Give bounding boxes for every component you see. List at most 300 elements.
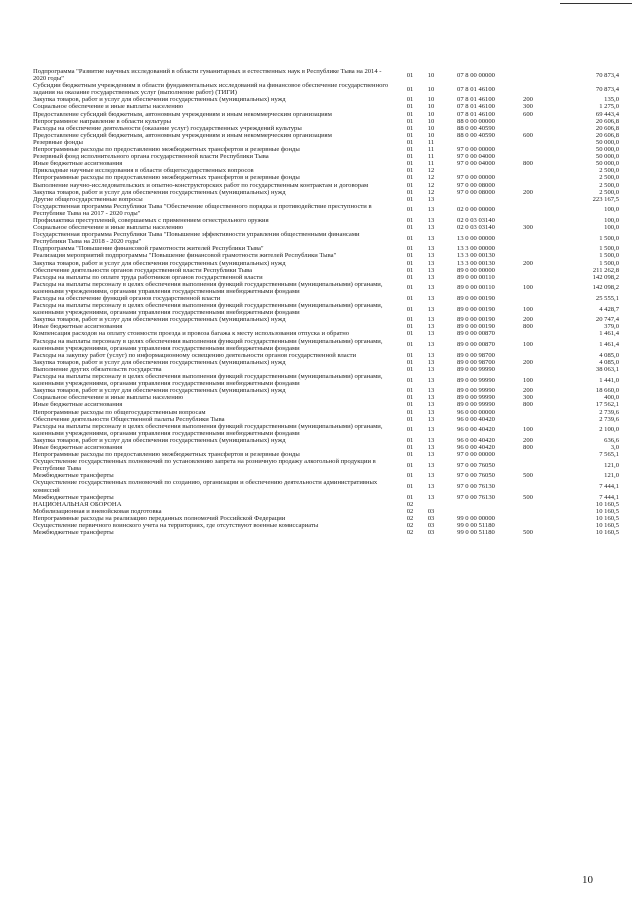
row-target-code: 89 0 00 98700 (457, 358, 495, 366)
row-expense-type (511, 515, 545, 522)
row-subsection-code: 10 (427, 96, 435, 104)
row-subsection-code: 12 (427, 174, 435, 182)
row-amount: 7 444,1 (599, 493, 619, 501)
row-name: Расходы на выплаты персоналу в целях обеспечения выполнения функций государственными (муниципальными) органами, казенными учреждениями, органами управления государственными внебюджетными фондами (33, 373, 383, 388)
row-amount: 17 562,1 (595, 401, 619, 409)
row-name: Межбюджетные трансферты (33, 493, 114, 501)
row-amount: 50 000,0 (595, 160, 619, 168)
table-row (33, 529, 621, 536)
row-target-code: 89 0 00 99990 (457, 387, 495, 395)
row-expense-type (511, 352, 545, 359)
table-row (33, 153, 621, 160)
row-target-code: 02 0 03 03140 (457, 224, 495, 232)
row-target-code: 88 0 00 40590 (457, 131, 495, 139)
row-target-code: 89 0 00 00870 (457, 330, 495, 338)
table-row (33, 139, 621, 146)
row-target-code: 97 0 00 76050 (457, 461, 495, 469)
row-name: Непрограммные расходы по предоставлению межбюджетных трансфертов и резервные фонды (33, 451, 300, 459)
row-expense-type (511, 451, 545, 458)
row-name: Осуществление государственных полномочий по установлению запрета на розничную продажу алкогольной продукции в Республике Тыва (33, 458, 376, 473)
row-name: Расходы на выплаты персоналу в целях обеспечения выполнения функций государственными (муниципальными) органами, казенными учреждениями, органами управления государственными внебюджетными фондами (33, 337, 383, 352)
row-subsection-code: 11 (427, 138, 435, 146)
row-section-code: 01 (406, 305, 414, 313)
row-amount: 142 098,2 (592, 273, 619, 281)
table-row (33, 401, 621, 408)
row-expense-type (511, 231, 545, 245)
row-name: Иные бюджетные ассигнования (33, 160, 123, 168)
row-expense-type (511, 252, 545, 259)
row-expense-type (511, 366, 545, 373)
row-section-code: 01 (406, 206, 414, 214)
row-name: Субсидии бюджетным учреждениям в области фундаментальных исследований на финансовое обеспечение государственного задания на оказание государственных услуг (выполнение работ) (ТИГИ) (33, 82, 389, 97)
row-subsection-code: 10 (427, 85, 435, 93)
row-target-code: 13 3 00 00000 (457, 245, 495, 253)
table-row (33, 224, 621, 231)
table-row (33, 472, 621, 479)
row-amount: 20 606,8 (595, 131, 619, 139)
table-row (33, 174, 621, 181)
table-row (33, 295, 621, 302)
table-row (33, 196, 621, 203)
row-expense-type: 500 (523, 472, 533, 480)
row-target-code: 89 0 00 99990 (457, 376, 495, 384)
row-amount: 10 160,5 (595, 522, 619, 529)
row-amount: 3,0 (610, 443, 619, 451)
table-row (33, 359, 621, 366)
row-amount: 121,0 (604, 461, 619, 469)
row-section-code: 01 (406, 85, 414, 93)
row-section-code: 01 (406, 153, 414, 161)
row-expense-type (511, 409, 545, 416)
row-subsection-code: 13 (427, 259, 435, 267)
table-row (33, 231, 621, 245)
row-name: Межбюджетные трансферты (33, 529, 114, 537)
row-target-code: 13 3 00 00130 (457, 259, 495, 267)
row-subsection-code: 12 (427, 188, 435, 196)
row-name: Социальное обеспечение и иные выплаты населению (33, 224, 184, 232)
row-name: Государственная программа Республики Тыва "Обеспечение общественного порядка и противодействие преступности в Республике Тыва на 2017 - 2020 годы" (33, 202, 372, 217)
row-section-code: 01 (406, 131, 414, 139)
row-section-code: 02 (406, 514, 414, 522)
row-expense-type: 500 (523, 493, 533, 501)
row-target-code: 07 8 01 46100 (457, 85, 495, 93)
row-expense-type (511, 330, 545, 337)
row-target-code: 97 0 00 00000 (457, 146, 495, 154)
row-name: Компенсация расходов на оплату стоимости проезда и провоза багажа к месту использования отпуска и обратно (33, 330, 350, 338)
row-amount: 25 555,1 (595, 295, 619, 302)
table-row (33, 96, 621, 103)
row-amount: 2 500,0 (599, 174, 619, 182)
row-target-code: 88 0 00 40590 (457, 124, 495, 132)
row-subsection-code: 13 (427, 387, 435, 395)
row-section-code: 01 (406, 146, 414, 154)
row-target-code: 07 8 01 46100 (457, 96, 495, 104)
row-section-code: 01 (406, 138, 414, 146)
row-subsection-code (421, 501, 441, 508)
row-expense-type (511, 167, 545, 174)
row-expense-type: 800 (523, 443, 533, 451)
table-row (33, 82, 621, 96)
row-name: Осуществление государственных полномочий по созданию, организации и обеспечению деятельности административных комиссий (33, 479, 378, 494)
row-subsection-code: 13 (427, 330, 435, 338)
row-section-code: 01 (406, 117, 414, 125)
row-expense-type: 100 (523, 284, 533, 292)
row-section-code: 01 (406, 266, 414, 274)
table-row (33, 118, 621, 125)
row-amount: 2 500,0 (599, 167, 619, 175)
table-row (33, 267, 621, 274)
row-target-code: 97 0 00 00000 (457, 451, 495, 459)
row-name: Подпрограмма "Развитие научных исследований в области гуманитарных и естественных наук в Республике Тыва на 2014 - 2020 годы" (33, 68, 382, 83)
row-target-code: 89 0 00 00110 (457, 284, 495, 292)
row-section-code: 01 (406, 436, 414, 444)
row-subsection-code: 13 (427, 252, 435, 260)
row-subsection-code: 13 (427, 266, 435, 274)
row-target-code (441, 501, 511, 508)
row-section-code: 01 (406, 330, 414, 338)
row-section-code: 01 (406, 387, 414, 395)
row-amount: 38 063,1 (595, 365, 619, 373)
row-expense-type: 200 (523, 436, 533, 444)
row-amount: 70 873,4 (595, 85, 619, 93)
budget-table (33, 68, 621, 536)
row-target-code: 89 0 00 99990 (457, 401, 495, 409)
row-expense-type (511, 245, 545, 252)
table-row (33, 501, 621, 508)
row-subsection-code: 13 (427, 426, 435, 434)
row-name: Государственная программа Республики Тыва "Повышение эффективности управления общественными финансами Республики Тыва на 2018 - 2020 годы" (33, 231, 360, 246)
row-name: Расходы на выплаты персоналу в целях обеспечения выполнения функций государственными (муниципальными) органами, казенными учреждениями, органами управления государственными внебюджетными фондами (33, 422, 383, 437)
row-section-code: 01 (406, 365, 414, 373)
table-row (33, 423, 621, 437)
row-target-code: 02 0 00 00000 (457, 206, 495, 214)
row-name: Закупка товаров, работ и услуг для обеспечения государственных (муниципальных) нужд (33, 188, 286, 196)
row-amount: 2 739,6 (599, 408, 619, 416)
row-expense-type (511, 274, 545, 281)
row-subsection-code: 10 (427, 117, 435, 125)
row-target-code: 96 0 00 00000 (457, 408, 495, 416)
row-section-code: 01 (406, 110, 414, 118)
row-section-code: 01 (406, 103, 414, 111)
row-amount: 50 000,0 (595, 138, 619, 146)
row-expense-type: 100 (523, 426, 533, 434)
scan-edge-line (560, 3, 632, 4)
row-amount: 50 000,0 (595, 146, 619, 154)
row-expense-type (511, 153, 545, 160)
table-row (33, 387, 621, 394)
row-target-code: 96 0 00 40420 (457, 415, 495, 423)
row-amount: 10 160,5 (595, 507, 619, 515)
row-section-code: 01 (406, 224, 414, 232)
row-subsection-code: 13 (427, 341, 435, 349)
row-target-code (441, 196, 511, 203)
page-number: 10 (582, 874, 593, 886)
row-amount: 2 739,6 (599, 415, 619, 423)
row-subsection-code: 13 (427, 216, 435, 224)
table-row (33, 132, 621, 139)
row-subsection-code: 13 (427, 408, 435, 416)
row-subsection-code: 13 (427, 284, 435, 292)
row-target-code: 89 0 00 00000 (457, 266, 495, 274)
table-row (33, 160, 621, 167)
row-target-code: 13 0 00 00000 (457, 234, 495, 242)
row-section-code: 01 (406, 124, 414, 132)
row-name: Социальное обеспечение и иные выплаты населению (33, 103, 184, 111)
table-row (33, 281, 621, 295)
row-section-code: 01 (406, 316, 414, 324)
table-row (33, 451, 621, 458)
row-target-code: 89 0 00 99990 (457, 365, 495, 373)
row-subsection-code: 13 (427, 451, 435, 459)
row-expense-type: 800 (523, 323, 533, 331)
row-section-code: 01 (406, 472, 414, 480)
row-expense-type (511, 139, 545, 146)
row-amount: 100,0 (604, 206, 619, 214)
table-row (33, 260, 621, 267)
row-expense-type: 200 (523, 387, 533, 395)
row-amount: 7 444,1 (599, 482, 619, 490)
row-section-code: 01 (406, 245, 414, 253)
row-name: Мобилизационная и вневойсковая подготовка (33, 507, 162, 515)
row-section-code: 01 (406, 426, 414, 434)
row-section-code: 01 (406, 451, 414, 459)
row-expense-type: 800 (523, 401, 533, 409)
table-row (33, 316, 621, 323)
row-subsection-code: 13 (427, 305, 435, 313)
row-target-code: 89 0 00 00190 (457, 323, 495, 331)
row-amount: 18 660,0 (595, 387, 619, 395)
row-target-code: 97 0 00 08000 (457, 188, 495, 196)
row-section-code: 01 (406, 482, 414, 490)
row-section-code: 01 (406, 234, 414, 242)
row-subsection-code: 03 (427, 522, 435, 529)
row-section-code: 01 (406, 174, 414, 182)
row-subsection-code: 03 (427, 507, 435, 515)
row-name: Другие общегосударственные вопросы (33, 195, 143, 203)
row-section-code: 01 (406, 284, 414, 292)
row-name: Резервные фонды (33, 138, 83, 146)
row-name: Резервный фонд исполнительного органа государственной власти Республики Тыва (33, 153, 269, 161)
row-subsection-code: 03 (427, 514, 435, 522)
row-amount: 50 000,0 (595, 153, 619, 161)
row-amount: 135,0 (604, 96, 619, 104)
row-subsection-code: 13 (427, 323, 435, 331)
row-amount: 2 500,0 (599, 188, 619, 196)
row-target-code (441, 167, 511, 174)
row-target-code: 99 0 00 00000 (457, 514, 495, 522)
row-expense-type: 100 (523, 305, 533, 313)
row-name: Расходы на выплаты персоналу в целях обеспечения выполнения функций государственными (муниципальными) органами, казенными учреждениями, органами управления государственными внебюджетными фондами (33, 302, 383, 317)
row-expense-type: 300 (523, 224, 533, 232)
row-subsection-code: 13 (427, 436, 435, 444)
row-amount: 10 160,5 (595, 514, 619, 522)
table-row (33, 458, 621, 472)
row-target-code: 97 0 00 08000 (457, 181, 495, 189)
row-amount: 7 565,1 (599, 451, 619, 459)
row-subsection-code: 10 (427, 131, 435, 139)
table-row (33, 302, 621, 316)
row-amount: 1 461,4 (599, 330, 619, 338)
row-expense-type: 200 (523, 259, 533, 267)
row-amount: 379,0 (604, 323, 619, 331)
row-target-code: 89 0 00 00110 (457, 273, 495, 281)
row-section-code: 01 (406, 195, 414, 203)
row-subsection-code: 11 (427, 153, 435, 161)
row-expense-type (511, 267, 545, 274)
row-subsection-code: 12 (427, 181, 435, 189)
table-row (33, 409, 621, 416)
row-expense-type (511, 146, 545, 153)
row-amount: 20 606,8 (595, 124, 619, 132)
row-section-code: 01 (406, 259, 414, 267)
table-row (33, 103, 621, 110)
row-expense-type: 100 (523, 341, 533, 349)
row-section-code: 02 (406, 529, 414, 537)
row-target-code: 97 0 00 00000 (457, 174, 495, 182)
table-row (33, 323, 621, 330)
table-row (33, 444, 621, 451)
row-name: Реализация мероприятий подпрограммы "Повышение финансовой грамотности жителей Республики Тыва" (33, 252, 337, 260)
row-subsection-code: 13 (427, 482, 435, 490)
row-section-code: 01 (406, 273, 414, 281)
row-name: Иные бюджетные ассигнования (33, 401, 123, 409)
row-target-code: 96 0 00 40420 (457, 426, 495, 434)
row-expense-type: 200 (523, 358, 533, 366)
row-section-code: 01 (406, 394, 414, 402)
row-expense-type (511, 118, 545, 125)
row-amount: 2 500,0 (599, 181, 619, 189)
row-amount: 1 500,0 (599, 234, 619, 242)
table-row (33, 437, 621, 444)
table-row (33, 125, 621, 132)
row-subsection-code: 03 (427, 529, 435, 537)
row-target-code: 89 0 00 00870 (457, 341, 495, 349)
row-subsection-code: 13 (427, 394, 435, 402)
row-target-code: 97 0 00 04000 (457, 160, 495, 168)
row-section-code: 02 (406, 500, 414, 508)
row-subsection-code: 13 (427, 401, 435, 409)
row-target-code (441, 508, 511, 515)
row-subsection-code: 13 (427, 472, 435, 480)
row-section-code: 01 (406, 401, 414, 409)
row-subsection-code: 13 (427, 365, 435, 373)
table-row (33, 252, 621, 259)
row-section-code: 01 (406, 443, 414, 451)
table-row (33, 522, 621, 529)
row-target-code: 96 0 00 40420 (457, 443, 495, 451)
table-row (33, 373, 621, 387)
row-expense-type (511, 182, 545, 189)
row-target-code: 89 0 00 00190 (457, 305, 495, 313)
table-row (33, 182, 621, 189)
row-section-code: 01 (406, 181, 414, 189)
row-name: Закупка товаров, работ и услуг для обеспечения государственных (муниципальных) нужд (33, 387, 286, 395)
row-subsection-code: 10 (427, 71, 435, 79)
row-subsection-code: 13 (427, 415, 435, 423)
row-expense-type (511, 295, 545, 302)
row-subsection-code: 13 (427, 295, 435, 302)
row-name: Расходы на выплаты персоналу в целях обеспечения выполнения функций государственными (муниципальными) органами, казенными учреждениями, органами управления государственными внебюджетными фондами (33, 280, 383, 295)
row-section-code: 01 (406, 216, 414, 224)
row-subsection-code: 13 (427, 376, 435, 384)
table-row (33, 352, 621, 359)
row-subsection-code: 13 (427, 358, 435, 366)
row-subsection-code: 13 (427, 351, 435, 359)
row-subsection-code: 13 (427, 461, 435, 469)
row-name: Социальное обеспечение и иные выплаты населению (33, 394, 184, 402)
row-expense-type (511, 479, 545, 493)
table-row (33, 203, 621, 217)
row-target-code: 99 0 00 51180 (457, 522, 495, 529)
row-expense-type: 300 (523, 394, 533, 402)
row-name: Закупка товаров, работ и услуг для обеспечения государственных (муниципальных) нужд (33, 358, 286, 366)
table-row (33, 146, 621, 153)
row-expense-type: 600 (523, 110, 533, 118)
row-subsection-code: 11 (427, 160, 435, 168)
row-target-code: 89 0 00 99990 (457, 394, 495, 402)
row-section-code: 01 (406, 96, 414, 104)
row-amount: 1 275,0 (599, 103, 619, 111)
row-name: Непрограммные расходы по общегосударственным вопросам (33, 408, 206, 416)
row-target-code: 07 8 00 00000 (457, 71, 495, 79)
row-name: Закупка товаров, работ и услуг для обеспечения государственных (муниципальных) нужд (33, 316, 286, 324)
row-section-code: 01 (406, 351, 414, 359)
row-amount: 211 262,8 (592, 266, 619, 274)
row-name: Выполнение научно-исследовательских и опытно-конструкторских работ по государственным контрактам и договорам (33, 181, 369, 189)
row-section-code: 01 (406, 415, 414, 423)
row-target-code: 96 0 00 40420 (457, 436, 495, 444)
row-subsection-code: 10 (427, 110, 435, 118)
row-name: Непрограммные расходы по предоставлению межбюджетных трансфертов и резервные фонды (33, 146, 300, 154)
row-expense-type (511, 203, 545, 217)
row-subsection-code: 13 (427, 195, 435, 203)
row-name: Закупка товаров, работ и услуг для обеспечения государственных (муниципальных) нужд (33, 96, 286, 104)
row-subsection-code: 13 (427, 316, 435, 324)
row-name: Прикладные научные исследования в области общегосударственных вопросов (33, 167, 254, 175)
row-section-code: 01 (406, 461, 414, 469)
row-name: Межбюджетные трансферты (33, 472, 114, 480)
row-expense-type (511, 68, 545, 82)
row-amount: 20 606,8 (595, 117, 619, 125)
row-section-code: 01 (406, 376, 414, 384)
row-target-code: 97 0 00 04000 (457, 153, 495, 161)
row-name: НАЦИОНАЛЬНАЯ ОБОРОНА (33, 500, 122, 508)
row-name: Непрограммное направление в области культуры (33, 117, 171, 125)
row-section-code: 01 (406, 167, 414, 175)
row-expense-type (511, 458, 545, 472)
row-amount: 2 100,0 (599, 426, 619, 434)
row-section-code: 01 (406, 71, 414, 79)
row-target-code: 97 0 00 76130 (457, 493, 495, 501)
table-row (33, 167, 621, 174)
row-expense-type (511, 174, 545, 181)
row-expense-type (511, 125, 545, 132)
row-amount: 1 500,0 (599, 252, 619, 260)
row-name: Обеспечение деятельности органов государственной власти Республики Тыва (33, 266, 253, 274)
table-row (33, 416, 621, 423)
row-target-code: 97 0 00 76130 (457, 482, 495, 490)
row-expense-type (511, 508, 545, 515)
row-expense-type: 200 (523, 96, 533, 104)
row-subsection-code: 10 (427, 124, 435, 132)
row-amount: 69 443,4 (595, 110, 619, 118)
row-section-code: 02 (406, 507, 414, 515)
row-name: Расходы на закупку работ (услуг) по информационному освещению деятельности органов государственной власти (33, 351, 357, 359)
table-row (33, 338, 621, 352)
row-amount: 142 098,2 (592, 284, 619, 292)
row-amount: 1 500,0 (599, 245, 619, 253)
row-name: Расходы на выплаты по оплате труда работников органов государственной власти (33, 273, 263, 281)
